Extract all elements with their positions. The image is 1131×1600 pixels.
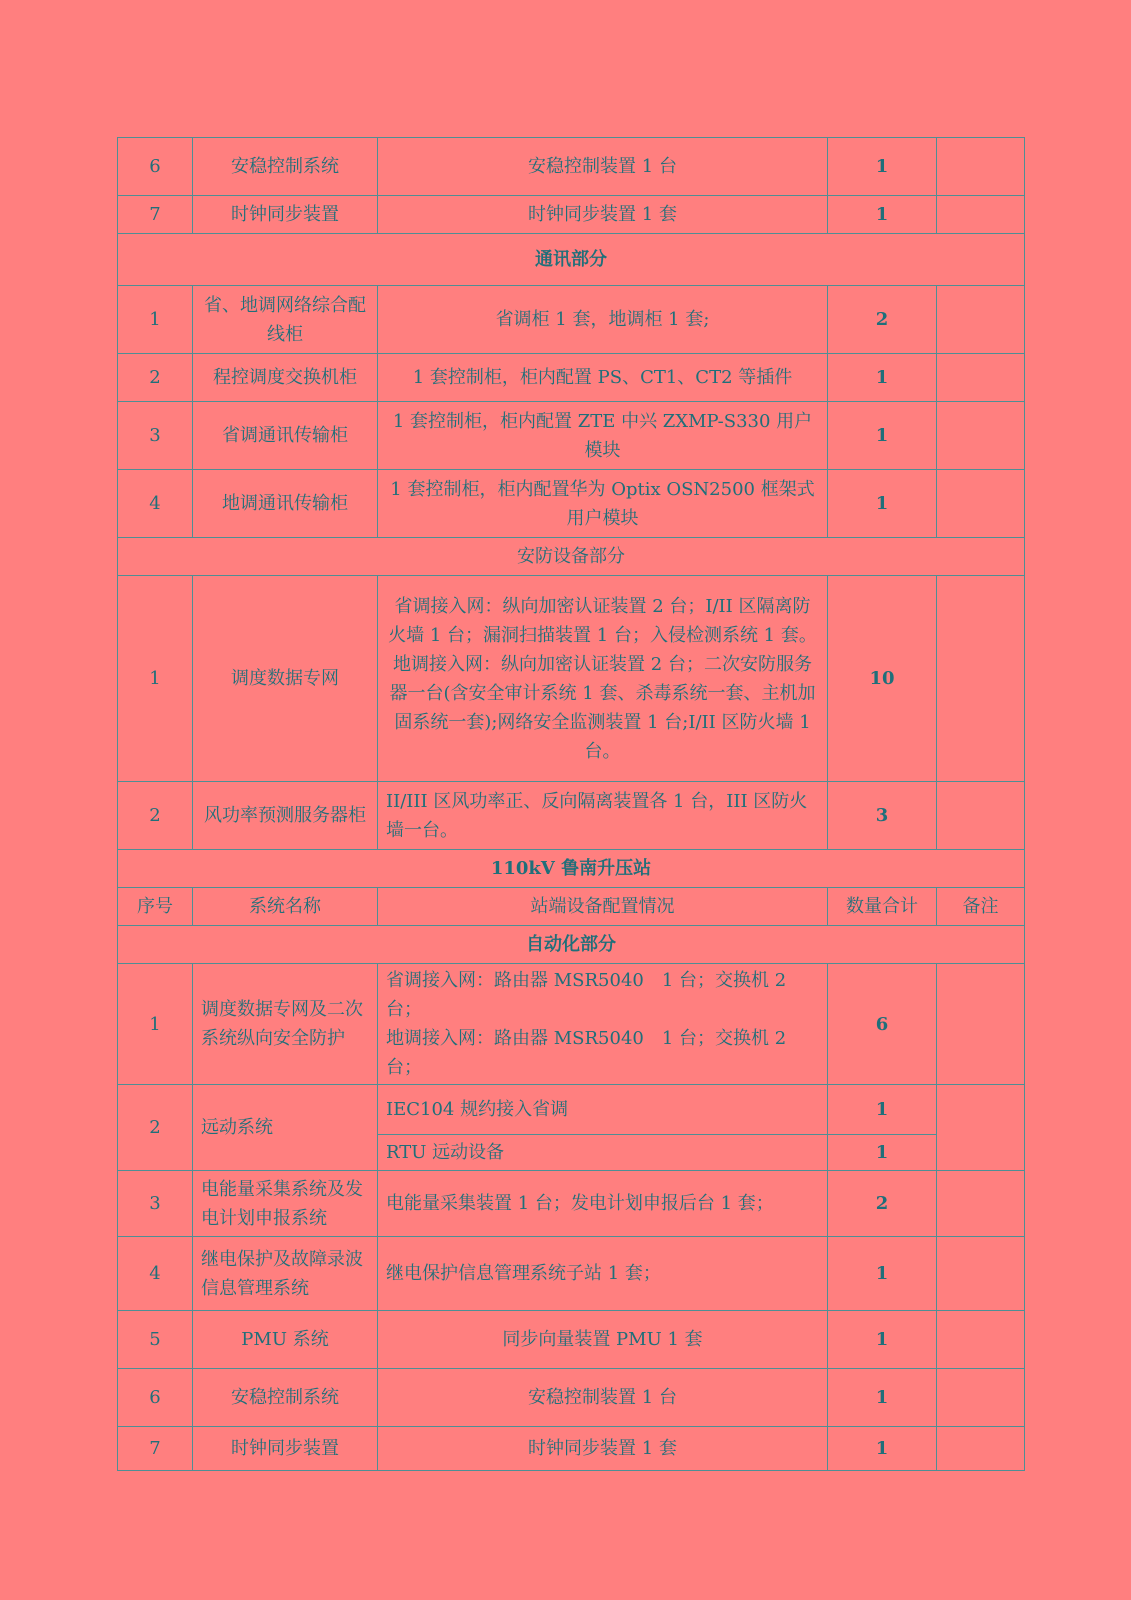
row-note	[937, 196, 1025, 234]
row-note	[937, 1369, 1025, 1427]
row-no: 6	[118, 1369, 193, 1427]
equipment-table-body	[118, 138, 1025, 1471]
row-no: 1	[118, 576, 193, 782]
row-note	[937, 1171, 1025, 1237]
row-no: 6	[118, 138, 193, 196]
row-config: 省调柜 1 套，地调柜 1 套;	[378, 286, 828, 354]
row-name: 时钟同步装置	[193, 196, 378, 234]
row-config: 同步向量装置 PMU 1 套	[378, 1311, 828, 1369]
row-note	[937, 1085, 1025, 1171]
row-qty: 1	[828, 138, 937, 196]
row-qty: 1	[828, 1085, 937, 1135]
row-name: 省、地调网络综合配线柜	[193, 286, 378, 354]
row-name: PMU 系统	[193, 1311, 378, 1369]
row-no: 2	[118, 1085, 193, 1171]
row-name: 安稳控制系统	[193, 138, 378, 196]
table-row	[118, 1311, 1025, 1369]
row-no: 3	[118, 1171, 193, 1237]
row-note	[937, 782, 1025, 850]
row-note	[937, 1311, 1025, 1369]
row-note	[937, 354, 1025, 402]
section-row	[118, 850, 1025, 888]
row-note	[937, 1427, 1025, 1471]
section-row	[118, 234, 1025, 286]
row-qty: 2	[828, 286, 937, 354]
row-no: 4	[118, 1237, 193, 1311]
header-config: 站端设备配置情况	[378, 888, 828, 926]
table-row	[118, 576, 1025, 782]
row-config: RTU 远动设备	[378, 1135, 828, 1171]
row-config: 1 套控制柜，柜内配置 ZTE 中兴 ZXMP-S330 用户模块	[378, 402, 828, 470]
row-no: 7	[118, 196, 193, 234]
row-qty: 10	[828, 576, 937, 782]
header-qty: 数量合计	[828, 888, 937, 926]
row-name: 调度数据专网	[193, 576, 378, 782]
row-name: 省调通讯传输柜	[193, 402, 378, 470]
row-no: 2	[118, 354, 193, 402]
equipment-table	[117, 137, 1025, 1471]
table-row	[118, 1369, 1025, 1427]
row-note	[937, 138, 1025, 196]
row-no: 4	[118, 470, 193, 538]
row-qty: 1	[828, 1311, 937, 1369]
row-note	[937, 964, 1025, 1085]
row-config: 1 套控制柜，柜内配置 PS、CT1、CT2 等插件	[378, 354, 828, 402]
row-qty: 1	[828, 196, 937, 234]
table-row	[118, 1427, 1025, 1471]
section-title: 安防设备部分	[118, 538, 1025, 576]
row-qty: 2	[828, 1171, 937, 1237]
row-no: 5	[118, 1311, 193, 1369]
row-config: 安稳控制装置 1 台	[378, 1369, 828, 1427]
table-row	[118, 196, 1025, 234]
section-title: 通讯部分	[118, 234, 1025, 286]
header-note: 备注	[937, 888, 1025, 926]
row-qty: 1	[828, 354, 937, 402]
row-qty: 6	[828, 964, 937, 1085]
table-row	[118, 402, 1025, 470]
row-name: 地调通讯传输柜	[193, 470, 378, 538]
row-name: 电能量采集系统及发电计划申报系统	[193, 1171, 378, 1237]
row-config: 安稳控制装置 1 台	[378, 138, 828, 196]
row-no: 1	[118, 964, 193, 1085]
table-row	[118, 138, 1025, 196]
row-qty: 1	[828, 1135, 937, 1171]
row-no: 1	[118, 286, 193, 354]
table-row	[118, 964, 1025, 1085]
row-config: 省调接入网：纵向加密认证装置 2 台；I/II 区隔离防火墙 1 台；漏洞扫描装置 1 台；入侵检测系统 1 套。 地调接入网：纵向加密认证装置 2 台；二次安防服务器一台(含安全审计系统 1 套、杀毒系统一套、主机加固系统一套);网络安全监测装置 1 台;I/II 区防火墙 1 台。	[378, 576, 828, 782]
row-config: IEC104 规约接入省调	[378, 1085, 828, 1135]
row-qty: 3	[828, 782, 937, 850]
row-config: II/III 区风功率正、反向隔离装置各 1 台，III 区防火墙一台。	[378, 782, 828, 850]
row-no: 7	[118, 1427, 193, 1471]
table-row	[118, 782, 1025, 850]
row-qty: 1	[828, 402, 937, 470]
row-config: 时钟同步装置 1 套	[378, 196, 828, 234]
header-name: 系统名称	[193, 888, 378, 926]
row-note	[937, 402, 1025, 470]
row-config: 继电保护信息管理系统子站 1 套；	[378, 1237, 828, 1311]
header-no: 序号	[118, 888, 193, 926]
row-name: 程控调度交换机柜	[193, 354, 378, 402]
row-qty: 1	[828, 1427, 937, 1471]
row-name: 风功率预测服务器柜	[193, 782, 378, 850]
row-name: 继电保护及故障录波信息管理系统	[193, 1237, 378, 1311]
row-config: 省调接入网：路由器 MSR5040 1 台；交换机 2 台； 地调接入网：路由器 MSR5040 1 台；交换机 2 台；	[378, 964, 828, 1085]
row-no: 3	[118, 402, 193, 470]
row-name: 时钟同步装置	[193, 1427, 378, 1471]
section-row	[118, 926, 1025, 964]
row-name: 远动系统	[193, 1085, 378, 1171]
table-row	[118, 354, 1025, 402]
section-title: 自动化部分	[118, 926, 1025, 964]
row-note	[937, 1237, 1025, 1311]
row-name: 调度数据专网及二次系统纵向安全防护	[193, 964, 378, 1085]
row-note	[937, 576, 1025, 782]
section-row	[118, 538, 1025, 576]
section-title: 110kV 鲁南升压站	[118, 850, 1025, 888]
row-config: 电能量采集装置 1 台；发电计划申报后台 1 套；	[378, 1171, 828, 1237]
table-row	[118, 1237, 1025, 1311]
row-config: 时钟同步装置 1 套	[378, 1427, 828, 1471]
table-row	[118, 470, 1025, 538]
row-name: 安稳控制系统	[193, 1369, 378, 1427]
row-note	[937, 286, 1025, 354]
table-row	[118, 1171, 1025, 1237]
row-qty: 1	[828, 1237, 937, 1311]
row-config: 1 套控制柜，柜内配置华为 Optix OSN2500 框架式用户模块	[378, 470, 828, 538]
row-qty: 1	[828, 470, 937, 538]
row-note	[937, 470, 1025, 538]
table-row	[118, 1085, 1025, 1135]
row-qty: 1	[828, 1369, 937, 1427]
header-row	[118, 888, 1025, 926]
table-row	[118, 286, 1025, 354]
row-no: 2	[118, 782, 193, 850]
